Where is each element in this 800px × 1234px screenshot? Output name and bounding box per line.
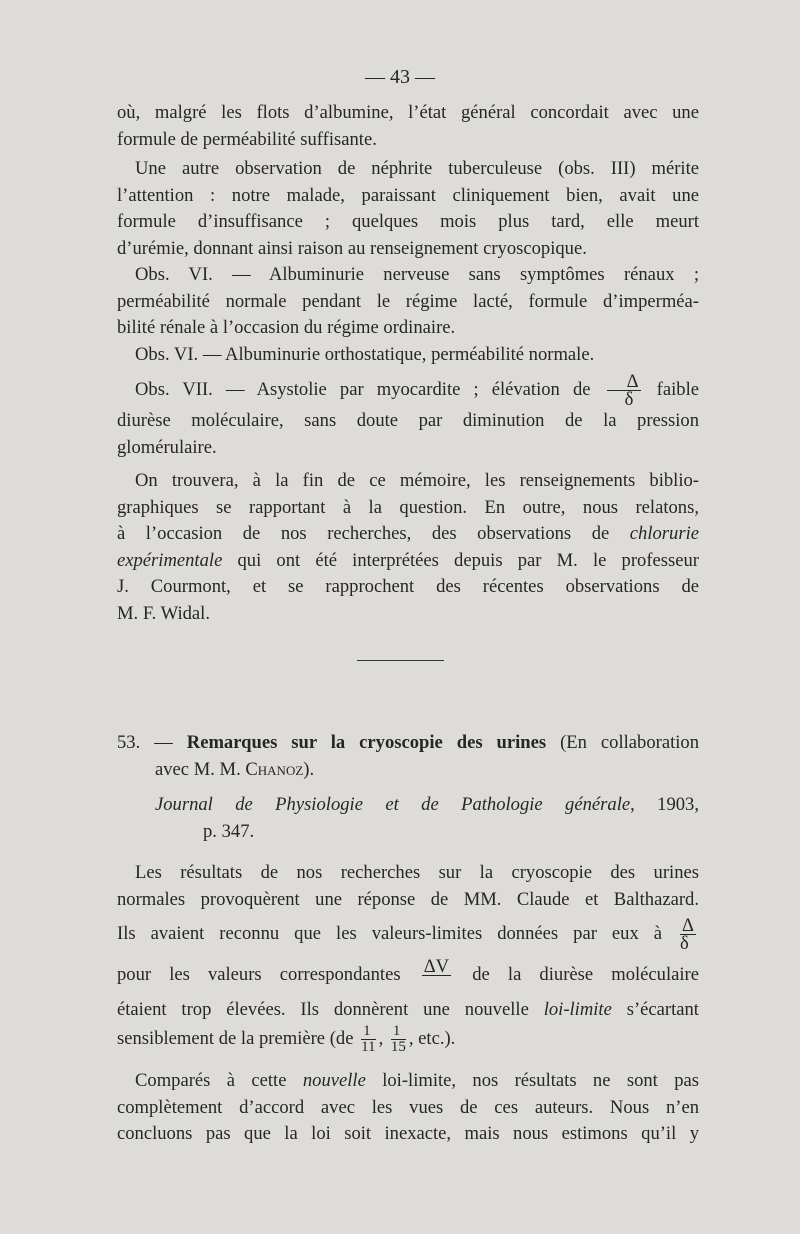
citation-line [155, 792, 699, 819]
text-line: d’urémie, donnant ainsi raison au renseignement cryoscopique. [117, 237, 587, 259]
fraction-1-15 [391, 1024, 406, 1055]
text-span: avec M. M. [155, 758, 241, 780]
text-line: l’attention : notre malade, paraissant cliniquement bien, avait une [117, 184, 699, 206]
fraction-deltav-v [422, 958, 451, 993]
bibliography-entry-53 [117, 730, 699, 783]
text-line [117, 548, 699, 575]
fraction-denominator: δ [624, 389, 634, 410]
obs-line: Obs. VI. — Albuminurie orthostatique, perméabilité normale. [135, 343, 595, 365]
author-name: Chanoz [245, 758, 304, 780]
text-line: normales provoquèrent une réponse de MM. Claude et Balthazard. [117, 888, 699, 910]
text-line: Une autre observation de néphrite tuberculeuse (obs. III) mérite [135, 158, 699, 179]
text-span: étaient trop élevées. Ils donnèrent une nouvelle [117, 999, 529, 1020]
text-line: complètement d’accord avec les vues de ces auteurs. Nous n’en [117, 1096, 699, 1118]
paragraph-8 [117, 1068, 699, 1148]
text-line: formule d’insuffisance ; quelques mois plus tard, elle meurt [117, 211, 699, 232]
obs-line [117, 373, 699, 408]
text-span: ). [303, 758, 315, 780]
text-line: formule de perméabilité suffisante. [117, 128, 377, 150]
fraction-delta-delta [680, 917, 696, 952]
text-line [117, 917, 699, 952]
italic-text: loi-limite [543, 999, 612, 1020]
text-span: , etc.). [408, 1027, 456, 1049]
italic-text: nouvelle [302, 1070, 366, 1091]
fraction-1-11 [361, 1024, 375, 1055]
text-line: concluons pas que la loi soit inexacte, mais nous estimons qu’il y [117, 1123, 699, 1144]
text-span: loi-limite, nos résultats ne sont pas [382, 1070, 699, 1091]
fraction-numerator: 1 [361, 1024, 375, 1040]
text-span: qui ont été interprétées depuis par M. le professeur [237, 549, 700, 571]
text-span: à l’occasion de nos recherches, des observations de [117, 523, 610, 544]
fraction-delta-delta [607, 373, 641, 408]
text-span: Comparés à cette [135, 1070, 287, 1091]
text-line: M. F. Widal. [117, 602, 210, 624]
text-span: s’écartant [626, 999, 699, 1020]
fraction-numerator: 1 [391, 1024, 406, 1040]
text-line [117, 997, 699, 1024]
text-span: , [378, 1027, 384, 1049]
entry-line [117, 757, 699, 784]
fraction-denominator: 15 [390, 1038, 406, 1055]
text-line [117, 521, 699, 548]
text-line: Les résultats de nos recherches sur la cryoscopie des urines [135, 862, 699, 883]
text-span: Obs. VII. — Asystolie par myocardite ; élévation de [135, 378, 591, 400]
italic-text: chlorurie [629, 523, 699, 544]
text-line [117, 1068, 699, 1095]
text-span: Ils avaient reconnu que les valeurs-limites données par eux à [117, 922, 663, 944]
text-span: de la diurèse moléculaire [472, 963, 699, 985]
obs-line: Obs. VI. — Albuminurie nerveuse sans symptômes rénaux ; [135, 264, 699, 285]
italic-text: expérimentale [117, 549, 223, 571]
fraction-numerator: Δ [607, 373, 641, 391]
page-number: — 43 — [365, 66, 435, 88]
paragraph-2 [117, 156, 699, 368]
text-line: où, malgré les flots d’albumine, l’état général concordait avec une [117, 102, 699, 123]
entry-line [117, 730, 699, 757]
text-line: On trouvera, à la fin de ce mémoire, les renseignements biblio- [135, 470, 699, 491]
text-span: faible [656, 378, 699, 400]
text-span: (En collaboration [560, 732, 700, 753]
text-line: diurèse moléculaire, sans doute par diminution de la pression [117, 410, 699, 431]
section-divider [357, 660, 444, 661]
text-line [117, 1024, 699, 1055]
journal-page: p. 347. [203, 820, 255, 842]
text-line: bilité rénale à l’occasion du régime ordinaire. [117, 317, 456, 338]
paragraph-obs-7 [117, 373, 699, 461]
entry-title: Remarques sur la cryoscopie des urines [186, 732, 547, 753]
paragraph-6 [117, 468, 699, 627]
text-span: sensiblement de la première (de [117, 1027, 354, 1049]
journal-year: , 1903, [630, 794, 699, 815]
text-span: pour les valeurs correspondantes [117, 963, 401, 985]
fraction-numerator: ΔV [423, 956, 450, 977]
fraction-denominator: δ [680, 933, 689, 954]
text-line: J. Courmont, et se rapprochent des récentes observations de [117, 576, 699, 597]
paragraph-1 [117, 100, 699, 153]
fraction-numerator: Δ [682, 915, 694, 936]
text-line: graphiques se rapportant à la question. En outre, nous relatons, [117, 496, 699, 518]
paragraph-7 [117, 860, 699, 1055]
text-line: perméabilité normale pendant le régime lacté, formule d’imperméa- [117, 290, 699, 312]
fraction-denominator: 11 [361, 1038, 376, 1055]
text-line [117, 958, 699, 993]
text-line: glomérulaire. [117, 436, 217, 458]
journal-name: Journal de Physiologie et de Pathologie générale [155, 794, 631, 815]
entry-number: 53. — [117, 732, 173, 753]
journal-citation [155, 792, 699, 845]
